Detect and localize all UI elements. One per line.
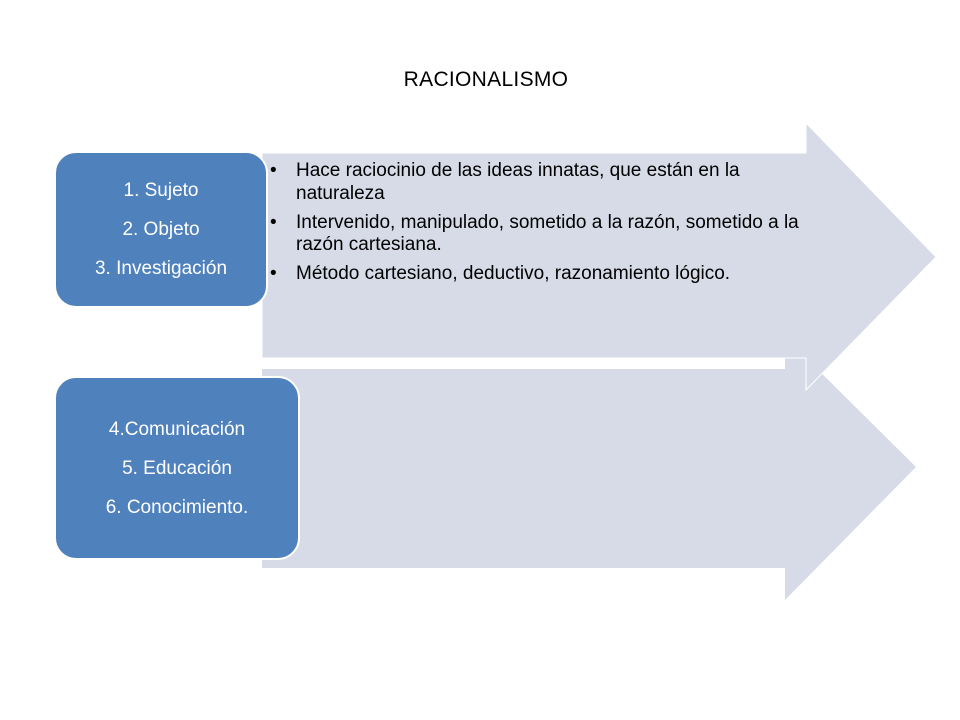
row-1-item-2: 2. Objeto bbox=[122, 219, 200, 240]
slide-title: RACIONALISMO bbox=[403, 68, 569, 91]
row-2-label-block bbox=[54, 376, 300, 560]
row-1-bullet-list bbox=[268, 160, 828, 292]
row-1-item-3: 3. Investigación bbox=[94, 258, 228, 279]
row-2-item-2: 5. Educación bbox=[122, 457, 232, 479]
row-2-item-1: 4.Comunicación bbox=[108, 418, 246, 440]
row-1-bullet-3: • Método cartesiano, deductivo, razonamiento lógico. bbox=[268, 263, 828, 286]
row-2-item-3: 6. Conocimiento. bbox=[105, 496, 249, 518]
row-1-item-1: 1. Sujeto bbox=[123, 180, 199, 201]
row-1-bullet-2: • Intervenido, manipulado, sometido a la razón, sometido a la razón cartesiana. bbox=[268, 212, 828, 258]
row-1-label-block bbox=[54, 151, 268, 308]
row-1-bullet-1: • Hace raciocinio de las ideas innatas, que están en la naturaleza bbox=[268, 160, 828, 206]
